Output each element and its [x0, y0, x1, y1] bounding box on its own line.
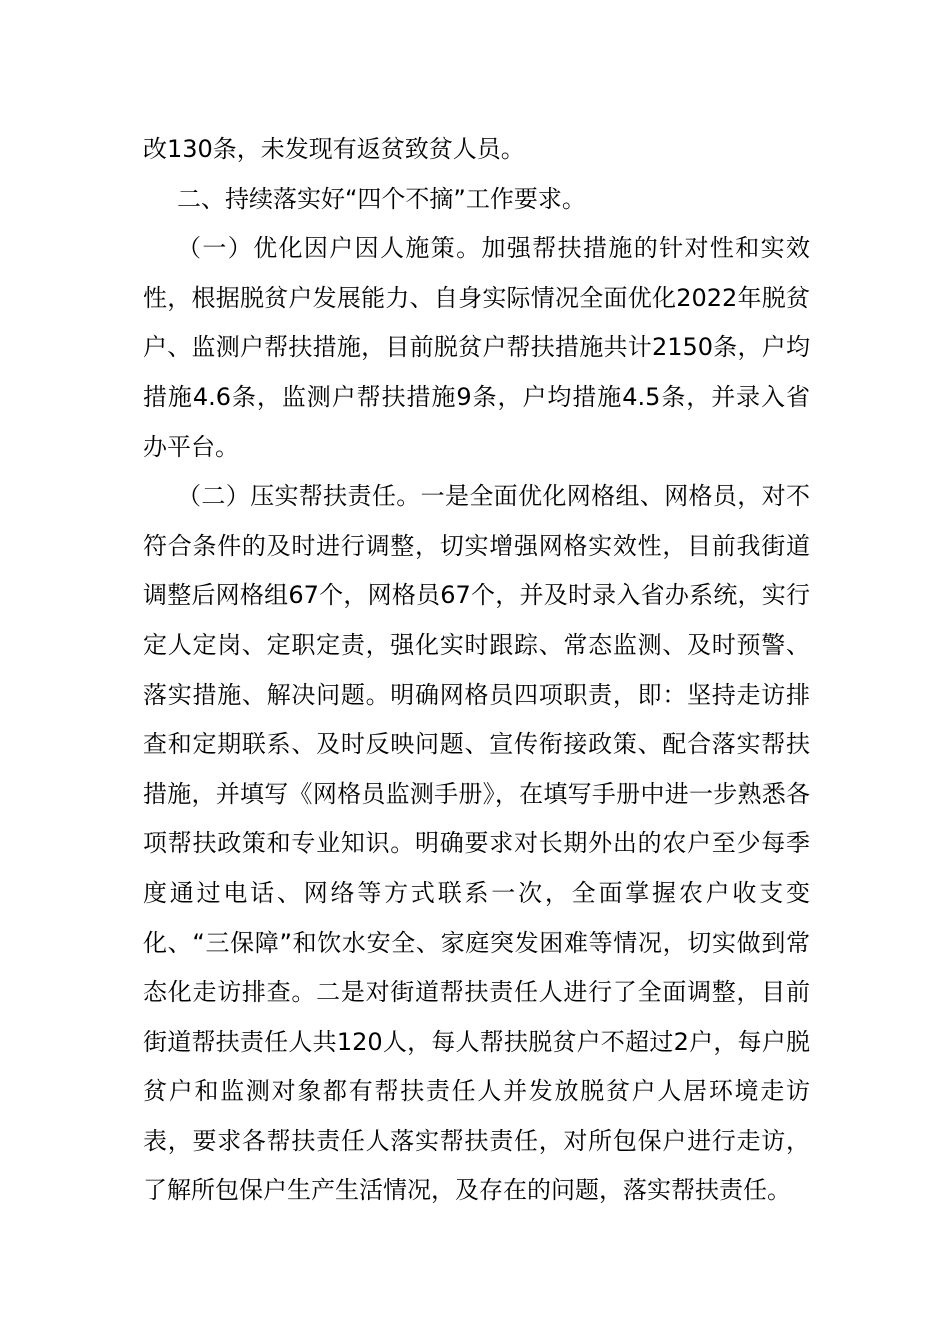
- document-body: [143, 125, 810, 1216]
- paragraph-responsibility: （二）压实帮扶责任。一是全面优化网格组、网格员，对不符合条件的及时进行调整，切实增强网格实效性，目前我街道调整后网格组67个，网格员67个，并及时录入省办系统，实行定人定岗、定职定责，强化实时跟踪、常态监测、及时预警、落实措施、解决问题。明确网格员四项职责，即：坚持走访排查和定期联系、及时反映问题、宣传衔接政策、配合落实帮扶措施，并填写《网格员监测手册》，在填写手册中进一步熟悉各项帮扶政策和专业知识。明确要求对长期外出的农户至少每季度通过电话、网络等方式联系一次，全面掌握农户收支变化、“三保障”和饮水安全、家庭突发困难等情况，切实做到常态化走访排查。二是对街道帮扶责任人进行了全面调整，目前街道帮扶责任人共120人，每人帮扶脱贫户不超过2户，每户脱贫户和监测对象都有帮扶责任人并发放脱贫户人居环境走访表，要求各帮扶责任人落实帮扶责任，对所包保户进行走访，了解所包保户生产生活情况，及存在的问题，落实帮扶责任。: [143, 482, 810, 1205]
- paragraph-measures: （一）优化因户因人施策。加强帮扶措施的针对性和实效性，根据脱贫户发展能力、自身实际情况全面优化2022年脱贫户、监测户帮扶措施，目前脱贫户帮扶措施共计2150条，户均措施4.6条，监测户帮扶措施9条，户均措施4.5条，并录入省办平台。: [143, 234, 810, 461]
- paragraph-continuation: 改130条，未发现有返贫致贫人员。: [143, 135, 525, 163]
- section-heading: 二、持续落实好“四个不摘”工作要求。: [177, 184, 586, 213]
